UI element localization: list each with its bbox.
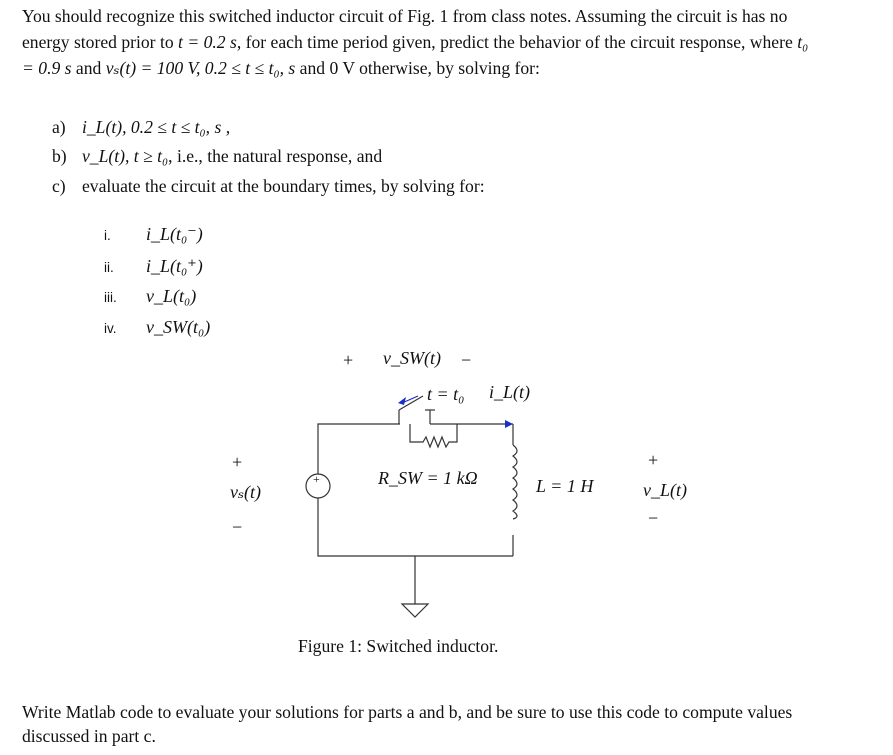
ground-symbol	[402, 604, 428, 617]
vsw-plus: +	[343, 350, 354, 370]
vl-minus: −	[648, 508, 659, 528]
switch-time-label: t = t₀	[427, 384, 465, 404]
source-sign: +	[313, 472, 320, 486]
resistor-branch	[410, 424, 457, 447]
part-a-label: a)	[52, 117, 66, 137]
circuit-wire-bottom	[318, 498, 513, 556]
vsw-minus: −	[461, 350, 472, 370]
subpart-iv-label: iv.	[104, 321, 117, 336]
source-minus: −	[232, 517, 243, 537]
vl-label: v_L(t)	[643, 480, 687, 500]
subpart-ii-expr: i_L(t₀⁺)	[146, 256, 203, 276]
subpart-iv-expr: v_SW(t₀)	[146, 317, 211, 337]
t-start: t = 0.2 s	[178, 31, 237, 52]
source-label: vₛ(t)	[230, 482, 262, 502]
part-b-label: b)	[52, 146, 67, 166]
figure-caption: Figure 1: Switched inductor.	[298, 636, 499, 656]
part-c-label: c)	[52, 176, 66, 196]
intro-text: You should recognize this switched inductor circuit of Fig. 1 from class notes. Assuming the circuit is has no energy stored prior to	[22, 6, 788, 52]
part-b-math: v_L(t), t ≥ t₀	[82, 146, 169, 166]
t0-definition: t₀ = 0.9 s	[22, 31, 809, 78]
subpart-i-label: i.	[104, 228, 111, 243]
subpart-i-expr: i_L(t₀⁻)	[146, 224, 203, 244]
part-a-math: i_L(t), 0.2 ≤ t ≤ t₀, s ,	[82, 117, 231, 137]
subpart-iii-expr: v_L(t₀)	[146, 286, 197, 306]
rsw-label: R_SW = 1 kΩ	[378, 468, 478, 488]
switch-arrow-head	[398, 397, 406, 405]
vsw-label: v_SW(t)	[383, 348, 441, 368]
source-plus: +	[232, 452, 243, 472]
inductor-coil	[513, 445, 517, 519]
subpart-iii-label: iii.	[104, 290, 117, 305]
circuit-wire-left-top	[318, 424, 400, 474]
part-c-text: evaluate the circuit at the boundary times, by solving for:	[82, 176, 485, 196]
otherwise-text: and 0 V otherwise, by solving for:	[299, 57, 540, 78]
footer-instruction: Write Matlab code to evaluate your solutions for parts a and b, and be sure to use this code to compute values discussed in part c.	[22, 702, 793, 746]
inductor-label: L = 1 H	[536, 476, 594, 496]
and-text: and	[75, 57, 102, 78]
subpart-ii-label: ii.	[104, 260, 114, 275]
intro-text-2: , for each time period given, predict the behavior of the circuit response, where	[236, 31, 793, 52]
current-arrow-head	[505, 420, 513, 428]
il-label: i_L(t)	[489, 382, 531, 402]
part-b-text: , i.e., the natural response, and	[168, 146, 383, 166]
vs-definition: vₛ(t) = 100 V, 0.2 ≤ t ≤ t₀, s	[105, 57, 296, 78]
vl-plus: +	[648, 450, 659, 470]
